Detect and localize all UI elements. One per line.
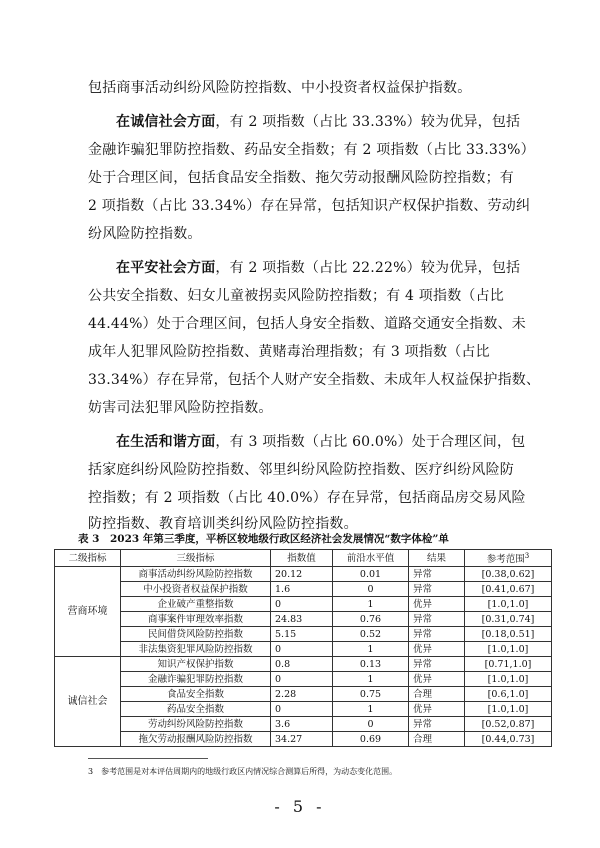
table-row xyxy=(55,717,552,732)
paragraph-line: 包括商事活动纠纷风险防控指数、中小投资者权益保护指数。 xyxy=(88,80,472,96)
footnote: 3 参考范围是对本评估周期内的地级行政区内情况综合测算后所得，为动态变化范围。 xyxy=(88,767,398,776)
result: 合理 xyxy=(409,687,465,702)
level3-name: 商事案件审理效率指数 xyxy=(121,612,271,627)
frontier-value: 0.52 xyxy=(333,627,409,642)
frontier-value: 0 xyxy=(333,717,409,732)
reference-range: [1.0,1.0] xyxy=(465,672,552,687)
result: 异常 xyxy=(409,612,465,627)
section-lead: 在平安社会方面 xyxy=(116,260,216,276)
index-value: 0 xyxy=(271,642,333,657)
paragraph-line: 妨害司法犯罪风险防控指数。 xyxy=(88,400,273,416)
header-reference-range-label: 参考范围 xyxy=(486,554,525,566)
header-level2: 二级指标 xyxy=(55,550,121,567)
paragraph-line: 33.34%）存在异常，包括个人财产安全指数、未成年人权益保护指数、 xyxy=(88,372,541,388)
paragraph-line: 金融诈骗犯罪防控指数、药品安全指数；有 2 项指数（占比 33.33%） xyxy=(88,142,535,158)
frontier-value: 1 xyxy=(333,642,409,657)
index-value: 20.12 xyxy=(271,567,333,582)
result: 异常 xyxy=(409,657,465,672)
frontier-value: 1 xyxy=(333,597,409,612)
result: 优异 xyxy=(409,672,465,687)
paragraph-line: 成年人犯罪风险防控指数、黄赌毒治理指数；有 3 项指数（占比 xyxy=(88,344,490,360)
header-result: 结果 xyxy=(409,550,465,567)
reference-range: [1.0,1.0] xyxy=(465,702,552,717)
result: 异常 xyxy=(409,717,465,732)
section-lead: 在生活和谐方面 xyxy=(116,434,216,450)
header-index-value: 指数值 xyxy=(271,550,333,567)
footnote-divider xyxy=(88,758,208,759)
result: 优异 xyxy=(409,597,465,612)
digital-checkup-table xyxy=(54,549,552,747)
level3-name: 非法集资犯罪风险防控指数 xyxy=(121,642,271,657)
index-value: 1.6 xyxy=(271,582,333,597)
frontier-value: 1 xyxy=(333,702,409,717)
index-value: 0 xyxy=(271,597,333,612)
header-frontier-value: 前沿水平值 xyxy=(333,550,409,567)
table-row xyxy=(55,627,552,642)
reference-range: [0.31,0.74] xyxy=(465,612,552,627)
index-value: 0 xyxy=(271,702,333,717)
reference-range: [1.0,1.0] xyxy=(465,597,552,612)
paragraph-line xyxy=(116,112,521,132)
table-row xyxy=(55,732,552,747)
paragraph-line: 纷风险防控指数。 xyxy=(88,226,202,242)
page-number: - 5 - xyxy=(274,797,326,816)
table-row xyxy=(55,687,552,702)
table-header-row xyxy=(55,550,552,567)
frontier-value: 0.76 xyxy=(333,612,409,627)
frontier-value: 0.69 xyxy=(333,732,409,747)
group-label: 诚信社会 xyxy=(55,657,121,747)
paragraph-line: 44.44%）处于合理区间，包括人身安全指数、道路交通安全指数、未 xyxy=(88,316,526,332)
reference-range: [0.44,0.73] xyxy=(465,732,552,747)
result: 优异 xyxy=(409,702,465,717)
reference-range: [0.18,0.51] xyxy=(465,627,552,642)
paragraph-text: ，有 2 项指数（占比 33.33%）较为优异，包括 xyxy=(215,114,521,130)
level3-name: 商事活动纠纷风险防控指数 xyxy=(121,567,271,582)
table-row xyxy=(55,582,552,597)
table-caption: 表 3 2023 年第三季度，平桥区较地级行政区经济社会发展情况“数字体检”单 xyxy=(78,533,449,545)
level3-name: 药品安全指数 xyxy=(121,702,271,717)
reference-range: [0.52,0.87] xyxy=(465,717,552,732)
frontier-value: 0.75 xyxy=(333,687,409,702)
frontier-value: 1 xyxy=(333,672,409,687)
reference-range: [0.38,0.62] xyxy=(465,567,552,582)
level3-name: 食品安全指数 xyxy=(121,687,271,702)
reference-range: [0.71,1.0] xyxy=(465,657,552,672)
result: 异常 xyxy=(409,567,465,582)
table-row xyxy=(55,612,552,627)
paragraph-line: 公共安全指数、妇女儿童被拐卖风险防控指数；有 4 项指数（占比 xyxy=(88,288,505,304)
header-level3: 三级指标 xyxy=(121,550,271,567)
footnote-mark: 3 xyxy=(524,552,530,560)
reference-range: [0.41,0.67] xyxy=(465,582,552,597)
frontier-value: 0 xyxy=(333,582,409,597)
paragraph-line xyxy=(116,258,521,278)
reference-range: [1.0,1.0] xyxy=(465,642,552,657)
header-reference-range xyxy=(465,550,552,567)
frontier-value: 0.13 xyxy=(333,657,409,672)
result: 异常 xyxy=(409,627,465,642)
result: 合理 xyxy=(409,732,465,747)
index-value: 5.15 xyxy=(271,627,333,642)
index-value: 0 xyxy=(271,672,333,687)
section-lead: 在诚信社会方面 xyxy=(116,114,216,130)
table-row xyxy=(55,672,552,687)
paragraph-line: 防控指数、教育培训类纠纷风险防控指数。 xyxy=(88,516,358,532)
index-value: 34.27 xyxy=(271,732,333,747)
table-row xyxy=(55,642,552,657)
table-row xyxy=(55,567,552,582)
level3-name: 民间借贷风险防控指数 xyxy=(121,627,271,642)
table-row xyxy=(55,597,552,612)
level3-name: 劳动纠纷风险防控指数 xyxy=(121,717,271,732)
paragraph-line: 括家庭纠纷风险防控指数、邻里纠纷风险防控指数、医疗纠纷风险防 xyxy=(88,462,514,478)
level3-name: 金融诈骗犯罪防控指数 xyxy=(121,672,271,687)
level3-name: 企业破产重整指数 xyxy=(121,597,271,612)
table-row xyxy=(55,702,552,717)
level3-name: 拖欠劳动报酬风险防控指数 xyxy=(121,732,271,747)
table-row xyxy=(55,657,552,672)
index-value: 3.6 xyxy=(271,717,333,732)
reference-range: [0.6,1.0] xyxy=(465,687,552,702)
group-label: 营商环境 xyxy=(55,567,121,657)
level3-name: 中小投资者权益保护指数 xyxy=(121,582,271,597)
frontier-value: 0.01 xyxy=(333,567,409,582)
index-value: 2.28 xyxy=(271,687,333,702)
index-value: 24.83 xyxy=(271,612,333,627)
paragraph-line xyxy=(116,432,526,452)
paragraph-text: ，有 2 项指数（占比 22.22%）较为优异，包括 xyxy=(215,260,521,276)
index-value: 0.8 xyxy=(271,657,333,672)
result: 优异 xyxy=(409,642,465,657)
result: 异常 xyxy=(409,582,465,597)
paragraph-text: ，有 3 项指数（占比 60.0%）处于合理区间，包 xyxy=(215,434,526,450)
level3-name: 知识产权保护指数 xyxy=(121,657,271,672)
paragraph-line: 控指数；有 2 项指数（占比 40.0%）存在异常，包括商品房交易风险 xyxy=(88,490,526,506)
paragraph-line: 2 项指数（占比 33.34%）存在异常，包括知识产权保护指数、劳动纠 xyxy=(88,198,531,214)
paragraph-line: 处于合理区间，包括食品安全指数、拖欠劳动报酬风险防控指数；有 xyxy=(88,170,514,186)
